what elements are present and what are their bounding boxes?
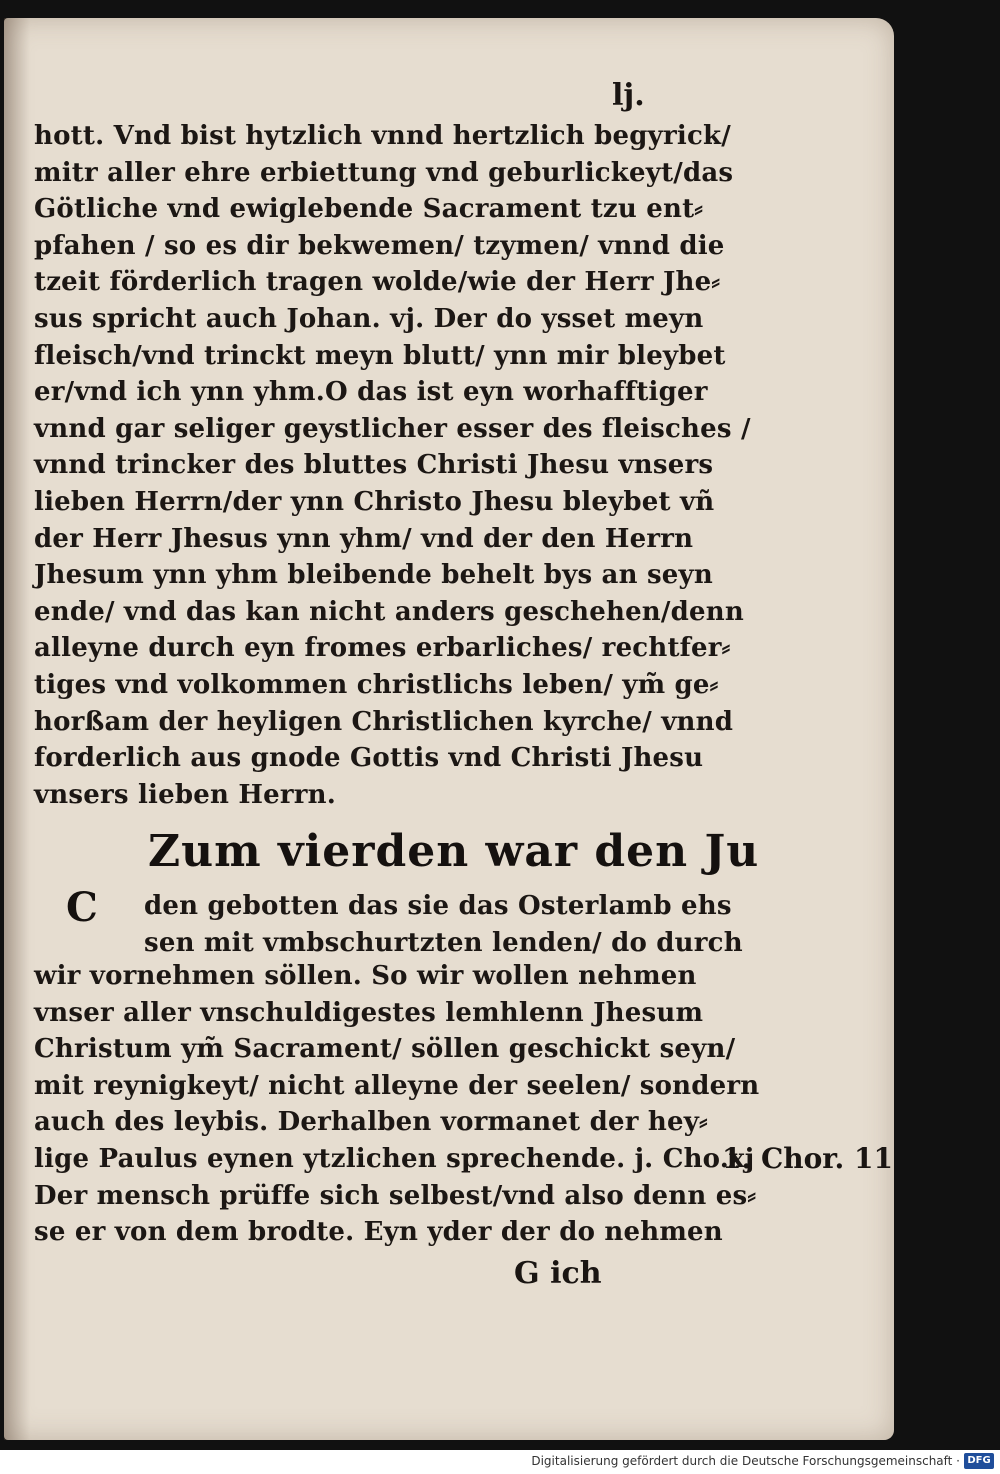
dfg-logo: DFG — [964, 1453, 994, 1469]
text-line: tzeit förderlich tragen wolde/wie der Herr Jhe⸗ — [34, 267, 721, 298]
text-line: Jhesum ynn yhm bleibende behelt bys an seyn — [34, 560, 713, 591]
text-line: vnnd gar seliger geystlicher esser des fleisches / — [34, 413, 751, 444]
text-line: Götliche vnd ewiglebende Sacrament tzu ent⸗ — [34, 194, 704, 225]
text-block-indented — [144, 888, 744, 961]
text-line: alleyne durch eyn fromes erbarliches/ rechtfer⸗ — [34, 633, 731, 664]
footer-bar — [0, 1450, 1000, 1474]
text-line: fleisch/vnd trinckt meyn blutt/ ynn mir bleybet — [34, 340, 726, 371]
text-line: lieben Herrn/der ynn Christo Jhesu bleybet vñ — [34, 486, 715, 517]
text-line: Der mensch prüffe sich selbest/vnd also denn es⸗ — [34, 1180, 757, 1211]
text-line: mitr aller ehre erbiettung vnd geburlickeyt/das — [34, 157, 734, 188]
text-line: Christum ym̃ Sacrament/ söllen geschickt seyn/ — [34, 1034, 736, 1065]
funding-notice: Digitalisierung gefördert durch die Deutsche Forschungsgemeinschaft · — [531, 1454, 960, 1468]
text-line: vnser aller vnschuldigestes lemhlenn Jhesum — [34, 997, 704, 1028]
text-block-top — [34, 118, 751, 813]
text-line: hott. Vnd bist hytzlich vnnd hertzlich begyrick/ — [34, 121, 731, 151]
text-line: der Herr Jhesus ynn yhm/ vnd der den Herrn — [34, 523, 694, 554]
text-line: sen mit vmbschurtzten lenden/ do durch — [144, 927, 743, 958]
text-line: vnnd trincker des bluttes Christi Jhesu vnsers — [34, 450, 714, 481]
text-line: se er von dem brodte. Eyn yder der do nehmen — [34, 1217, 723, 1248]
margin-reference: 1. Chor. 11 — [722, 1142, 893, 1175]
text-line: auch des leybis. Derhalben vormanet der hey⸗ — [34, 1107, 708, 1138]
text-line: er/vnd ich ynn yhm.O das ist eyn worhafftiger — [34, 377, 708, 408]
text-line: ende/ vnd das kan nicht anders geschehen/denn — [34, 596, 744, 627]
catchword: G ich — [514, 1256, 602, 1291]
text-line: mit reynigkeyt/ nicht alleyne der seelen/ sondern — [34, 1070, 760, 1101]
text-line: vnsers lieben Herrn. — [34, 779, 337, 810]
text-line: den gebotten das sie das Osterlamb ehs — [144, 891, 732, 921]
text-line: lige Paulus eynen ytzlichen sprechende. j. Cho.xj — [34, 1143, 755, 1174]
text-line: tiges vnd volkommen christlichs leben/ ym̃ ge⸗ — [34, 669, 719, 700]
text-line: forderlich aus gnode Gottis vnd Christi Jhesu — [34, 743, 704, 774]
initial-letter: C — [66, 884, 98, 931]
text-line: sus spricht auch Johan. vj. Der do ysset meyn — [34, 303, 704, 334]
text-line: pfahen / so es dir bekwemen/ tzymen/ vnnd die — [34, 230, 725, 261]
section-heading: Zum vierden war den Ju — [148, 826, 760, 877]
folio-number: lj. — [612, 78, 645, 113]
text-block-bottom — [34, 958, 760, 1251]
text-line: wir vornehmen söllen. So wir wollen nehmen — [34, 961, 697, 991]
text-line: horßam der heyligen Christlichen kyrche/ vnnd — [34, 706, 734, 737]
